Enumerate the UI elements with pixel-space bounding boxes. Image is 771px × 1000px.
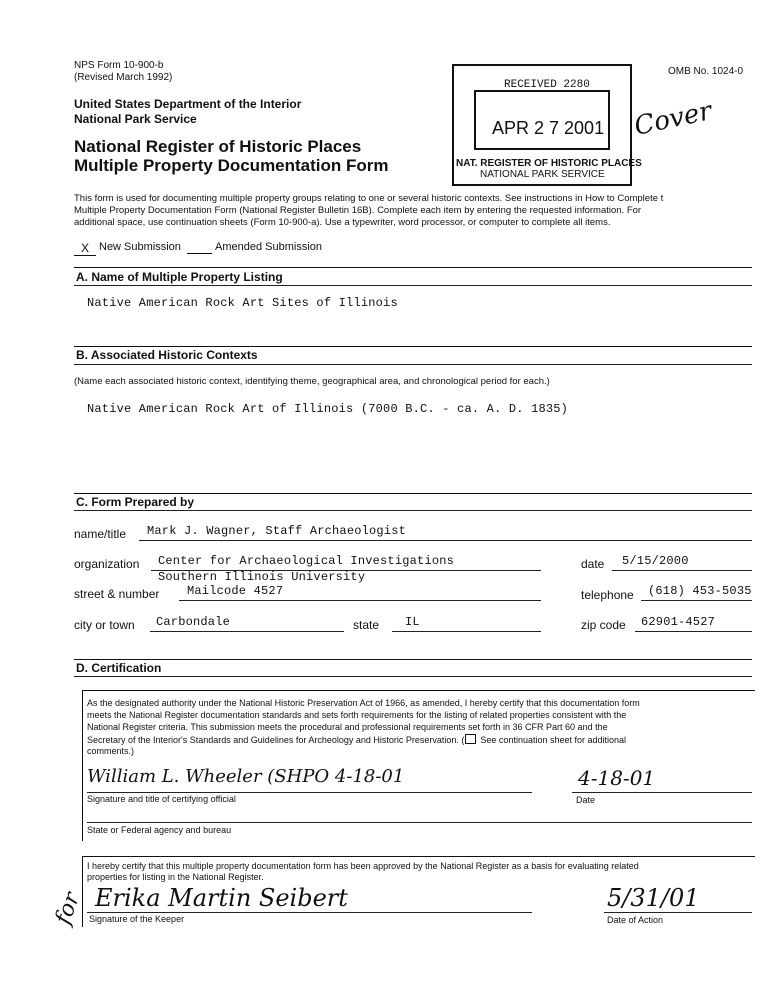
section-b-instruction: (Name each associated historic context, identifying theme, geographical area, and chronological period for each.) bbox=[74, 376, 550, 387]
keeper-para-line2: properties for listing in the National Register. bbox=[87, 872, 264, 882]
section-d-rule-bottom bbox=[74, 676, 752, 677]
name-title-line bbox=[139, 540, 752, 541]
form-number: NPS Form 10-900-b bbox=[74, 60, 164, 71]
section-c-heading: C. Form Prepared by bbox=[76, 495, 195, 509]
zip-value[interactable]: 62901-4527 bbox=[641, 615, 716, 629]
city-value[interactable]: Carbondale bbox=[156, 615, 231, 629]
stamp-line2: NATIONAL PARK SERVICE bbox=[480, 169, 605, 180]
city-line bbox=[150, 631, 344, 632]
agency-line bbox=[87, 822, 752, 823]
city-label: city or town bbox=[74, 618, 135, 632]
section-b-rule-bottom bbox=[74, 364, 752, 365]
date-label: date bbox=[581, 557, 605, 571]
section-b-heading: B. Associated Historic Contexts bbox=[76, 348, 258, 362]
agency-label: State or Federal agency and bureau bbox=[87, 825, 232, 835]
new-submission-checkbox[interactable]: X bbox=[74, 241, 96, 256]
street-line bbox=[179, 600, 541, 601]
cert-date-line bbox=[572, 792, 752, 793]
cert-para-line4 bbox=[87, 734, 626, 746]
date-value[interactable]: 5/15/2000 bbox=[622, 554, 689, 568]
telephone-line bbox=[641, 600, 752, 601]
state-label: state bbox=[353, 618, 380, 632]
form-title-line1: National Register of Historic Places bbox=[74, 137, 362, 156]
amended-submission-label: Amended Submission bbox=[215, 241, 323, 253]
historic-context-value[interactable]: Native American Rock Art of Illinois (7000 B.C. - ca. A. D. 1835) bbox=[87, 402, 569, 416]
section-b-rule-top bbox=[74, 346, 752, 347]
keeper-signature-label: Signature of the Keeper bbox=[89, 914, 185, 924]
stamp-line1: NAT. REGISTER OF HISTORIC PLACES bbox=[456, 158, 642, 169]
new-submission-label: New Submission bbox=[99, 241, 181, 253]
organization-value-line1[interactable]: Center for Archaeological Investigations bbox=[158, 554, 455, 568]
telephone-value[interactable]: (618) 453-5035 bbox=[648, 584, 752, 598]
state-value[interactable]: IL bbox=[405, 615, 420, 629]
property-listing-name[interactable]: Native American Rock Art Sites of Illinois bbox=[87, 296, 398, 310]
service-name: National Park Service bbox=[74, 112, 197, 126]
date-line bbox=[612, 570, 752, 571]
section-d-rule-top bbox=[74, 659, 752, 660]
telephone-label: telephone bbox=[581, 588, 634, 602]
keeper-signature[interactable]: Erika Martin Seibert bbox=[95, 884, 348, 912]
section-d-heading: D. Certification bbox=[76, 661, 162, 675]
signature-line bbox=[87, 792, 532, 793]
name-title-label: name/title bbox=[74, 527, 127, 541]
street-label: street & number bbox=[74, 587, 160, 601]
keeper-for-annotation: for bbox=[50, 889, 86, 928]
organization-value-line2[interactable]: Southern Illinois University bbox=[158, 570, 366, 584]
certifying-official-signature[interactable]: William L. Wheeler (SHPO 4-18-01 bbox=[87, 766, 405, 787]
revision-date: (Revised March 1992) bbox=[74, 72, 173, 83]
omb-number: OMB No. 1024-0 bbox=[668, 66, 744, 77]
intro-line2: Multiple Property Documentation Form (National Register Bulletin 16B). Complete each item by entering the requested information. For bbox=[74, 205, 642, 216]
name-title-value[interactable]: Mark J. Wagner, Staff Archaeologist bbox=[147, 524, 407, 538]
stamp-date: APR 2 7 2001 bbox=[492, 118, 605, 138]
cert-para-line5: comments.) bbox=[87, 746, 135, 756]
received-stamp bbox=[452, 64, 642, 186]
cert-para-line2: meets the National Register documentation standards and sets forth requirements for the listing of related properties consistent with the bbox=[87, 710, 627, 720]
street-value[interactable]: Mailcode 4527 bbox=[187, 584, 284, 598]
section-a-rule-bottom bbox=[74, 285, 752, 286]
zip-label: zip code bbox=[581, 618, 626, 632]
keeper-para-line1: I hereby certify that this multiple property documentation form has been approved by the National Register as a basis for evaluating related bbox=[87, 861, 639, 871]
cover-annotation: Cover bbox=[631, 96, 715, 142]
intro-line1: This form is used for documenting multiple property groups relating to one or several historic contexts. See instructions in How to Complete t bbox=[74, 193, 664, 204]
cert-date-label: Date bbox=[576, 795, 596, 805]
section-c-rule-bottom bbox=[74, 510, 752, 511]
stamp-received: RECEIVED 2280 bbox=[504, 79, 590, 91]
section-c-rule-top bbox=[74, 493, 752, 494]
continuation-checkbox[interactable] bbox=[465, 734, 476, 744]
date-of-action-label: Date of Action bbox=[607, 915, 664, 925]
state-line bbox=[392, 631, 541, 632]
keeper-signature-line bbox=[87, 912, 532, 913]
section-a-rule-top bbox=[74, 267, 752, 268]
date-of-action-line bbox=[604, 912, 752, 913]
amended-submission-checkbox[interactable] bbox=[187, 253, 212, 254]
cert-para-line1: As the designated authority under the National Historic Preservation Act of 1966, as amended, I hereby certify that this documentation form bbox=[87, 698, 640, 708]
signature-label: Signature and title of certifying official bbox=[87, 794, 236, 804]
cert-para-line4a: Secretary of the Interior's Standards and Guidelines for Archeology and Historic Preservation. ( bbox=[87, 735, 465, 745]
intro-line3: additional space, use continuation sheets (Form 10-900-a). Use a typewriter, word processor, or computer to complete all items. bbox=[74, 217, 611, 228]
cert-para-line3: National Register criteria. This submission meets the procedural and professional requirements set forth in 36 CFR Part 60 and the bbox=[87, 722, 608, 732]
department-name: United States Department of the Interior bbox=[74, 97, 302, 111]
cert-para-line4b: See continuation sheet for additional bbox=[480, 735, 627, 745]
organization-label: organization bbox=[74, 557, 140, 571]
section-a-heading: A. Name of Multiple Property Listing bbox=[76, 270, 283, 284]
date-of-action-handwritten[interactable]: 5/31/01 bbox=[607, 884, 700, 912]
zip-line bbox=[635, 631, 752, 632]
form-title-line2: Multiple Property Documentation Form bbox=[74, 156, 389, 175]
certification-date-handwritten[interactable]: 4-18-01 bbox=[578, 766, 656, 790]
